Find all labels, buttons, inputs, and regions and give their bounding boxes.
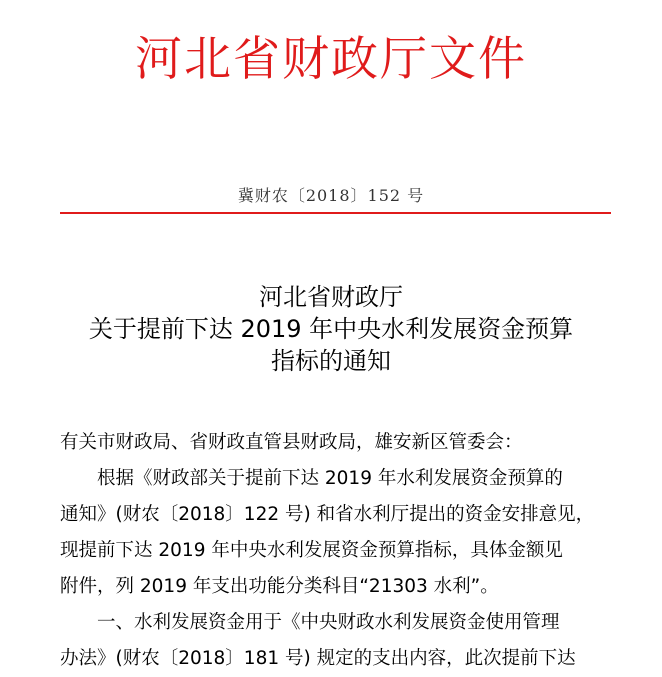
document-number: 冀财农〔2018〕152 号 (237, 186, 425, 205)
notice-body (60, 425, 611, 677)
notice-title-line-1: 河北省财政厅 (259, 283, 403, 311)
body-line: 办法》(财农〔2018〕181 号) 规定的支出内容，此次提前下达 (60, 648, 576, 669)
addressee-line: 有关市财政局、省财政直管县财政局，雄安新区管委会： (60, 432, 523, 453)
body-line: 附件，列 2019 年支出功能分类科目“21303 水利”。 (60, 576, 499, 597)
document-header-title: 河北省财政厅文件 (135, 32, 527, 87)
header-divider (60, 212, 611, 214)
body-line: 根据《财政部关于提前下达 2019 年水利发展资金预算的 (97, 468, 563, 489)
notice-title (0, 281, 662, 377)
notice-title-line-2: 关于提前下达 2019 年中央水利发展资金预算 (88, 315, 574, 343)
body-line: 一、水利发展资金用于《中央财政水利发展资金使用管理 (97, 612, 560, 633)
notice-title-line-3: 指标的通知 (271, 347, 391, 375)
body-line: 现提前下达 2019 年中央水利发展资金预算指标，具体金额见 (60, 540, 563, 561)
body-line: 通知》(财农〔2018〕122 号) 和省水利厅提出的资金安排意见， (60, 504, 595, 525)
